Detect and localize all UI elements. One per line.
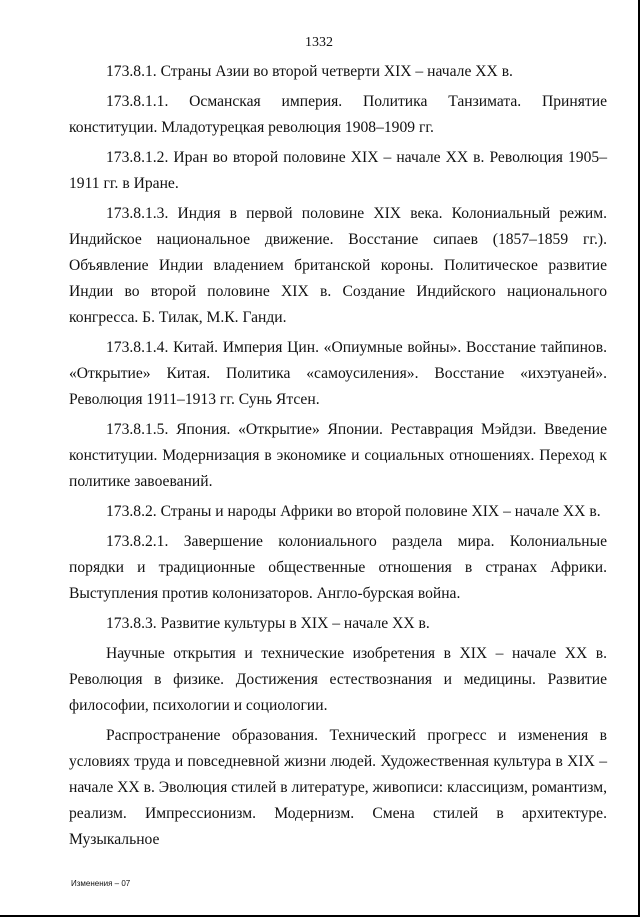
footer-revision-note: Изменения – 07	[71, 879, 131, 888]
paragraph-iran: 173.8.1.2. Иран во второй половине XIX – начале XX в. Революция 1905–1911 гг. в Иране.	[69, 149, 607, 192]
section-heading-culture: 173.8.3. Развитие культуры в XIX – начале XX в.	[106, 615, 430, 632]
paragraph-china: 173.8.1.4. Китай. Империя Цин. «Опиумные войны». Восстание тайпинов. «Открытие» Китая. Политика «самоусиления». Восстание «ихэтуаней». Революция 1911–1913 гг. Сунь Ятсен.	[69, 339, 607, 408]
paragraph-india: 173.8.1.3. Индия в первой половине XIX века. Колониальный режим. Индийское национальное движение. Восстание сипаев (1857–1859 гг.). Объявление Индии владением британской короны. Политическое развитие Индии во второй половине XIX в. Создание Индийского национального конгресса. Б. Тилак, М.К. Ганди.	[69, 205, 607, 326]
paragraph-ottoman-empire: 173.8.1.1. Османская империя. Политика Танзимата. Принятие конституции. Младотурецкая революция 1908–1909 гг.	[69, 93, 607, 136]
paragraph-colonial-division: 173.8.2.1. Завершение колониального раздела мира. Колониальные порядки и традиционные общественные отношения в странах Африки. Выступления против колонизаторов. Англо-бурская война.	[69, 533, 607, 602]
paragraph-science: Научные открытия и технические изобретения в XIX – начале XX в. Революция в физике. Достижения естествознания и медицины. Развитие философии, психологии и социологии.	[69, 645, 607, 714]
document-body	[69, 59, 607, 857]
section-heading-africa: 173.8.2. Страны и народы Африки во второй половине XIX – начале XX в.	[106, 503, 601, 520]
section-heading-asia: 173.8.1. Страны Азии во второй четверти XIX – начале XX в.	[106, 63, 513, 80]
page-number: 1332	[305, 35, 333, 50]
paragraph-japan: 173.8.1.5. Япония. «Открытие» Японии. Реставрация Мэйдзи. Введение конституции. Модернизация в экономике и социальных отношениях. Переход к политике завоеваний.	[69, 421, 607, 490]
paragraph-education-art: Распространение образования. Технический прогресс и изменения в условиях труда и повседневной жизни людей. Художественная культура в XIX – начале XX в. Эволюция стилей в литературе, живописи: классицизм, романтизм, реализм. Импрессионизм. Модернизм. Смена стилей в архитектуре. Музыкальное	[69, 727, 607, 848]
